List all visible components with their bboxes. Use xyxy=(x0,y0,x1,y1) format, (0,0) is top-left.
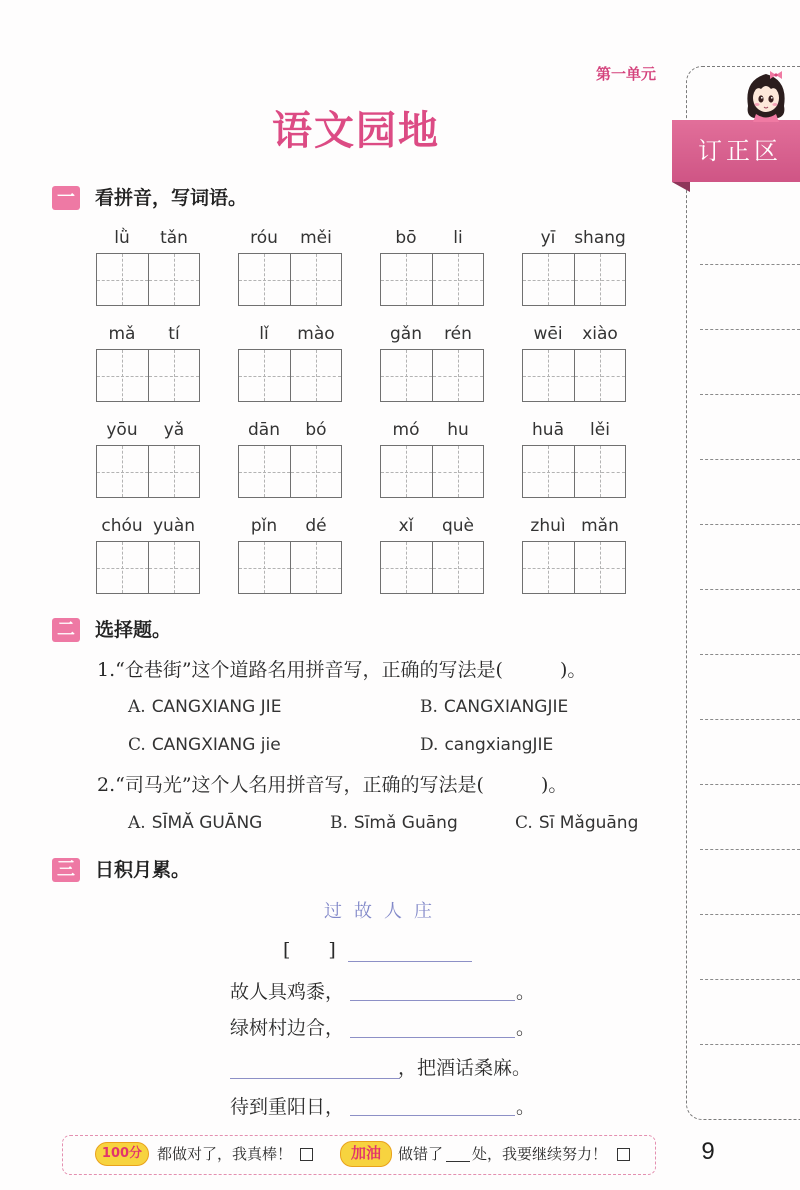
correction-line[interactable] xyxy=(700,329,800,330)
writing-square[interactable] xyxy=(290,542,342,593)
writing-grid[interactable] xyxy=(522,541,626,594)
pinyin-word xyxy=(522,516,626,594)
correction-line[interactable] xyxy=(700,979,800,980)
pinyin-syllable: lǐ xyxy=(259,324,269,344)
poem-line-end: 。 xyxy=(516,1096,536,1118)
poem-title: 过故人庄 xyxy=(324,901,444,922)
section-badge: 一 xyxy=(52,186,80,210)
writing-square[interactable] xyxy=(239,350,290,401)
writing-grid[interactable] xyxy=(96,349,200,402)
writing-square[interactable] xyxy=(523,254,574,305)
perfect-score-badge: 100分 xyxy=(95,1142,149,1166)
writing-square[interactable] xyxy=(239,254,290,305)
answer-option xyxy=(128,695,281,719)
writing-square[interactable] xyxy=(523,446,574,497)
option-label: C. xyxy=(128,735,146,755)
writing-square[interactable] xyxy=(239,542,290,593)
perfect-text: 都做对了，我真棒！ xyxy=(157,1145,293,1163)
pinyin-syllable: mǎn xyxy=(581,516,619,536)
writing-square[interactable] xyxy=(148,446,200,497)
pinyin-syllable: pǐn xyxy=(250,516,278,536)
author-blank[interactable] xyxy=(348,961,472,962)
writing-grid[interactable] xyxy=(380,253,484,306)
correction-line[interactable] xyxy=(700,654,800,655)
pinyin-syllable: róu xyxy=(250,228,278,248)
writing-square[interactable] xyxy=(381,254,432,305)
writing-square[interactable] xyxy=(381,350,432,401)
pinyin-syllable: zhuì xyxy=(530,516,566,536)
writing-square[interactable] xyxy=(148,254,200,305)
pinyin-syllable: mào xyxy=(297,324,335,344)
pinyin-word xyxy=(238,228,342,306)
writing-square[interactable] xyxy=(97,254,148,305)
poem-line-text: ，把酒话桑麻。 xyxy=(398,1057,532,1079)
option-text: Sīmǎ Guāng xyxy=(353,813,458,833)
option-text: Sī Mǎguāng xyxy=(538,813,639,833)
option-text: SĪMĂ GUĀNG xyxy=(151,813,263,833)
writing-square[interactable] xyxy=(432,350,484,401)
option-label: B. xyxy=(330,813,348,833)
mistake-text-before: 做错了 xyxy=(398,1145,444,1163)
answer-option xyxy=(420,695,568,719)
writing-grid[interactable] xyxy=(238,445,342,498)
writing-grid[interactable] xyxy=(380,349,484,402)
writing-grid[interactable] xyxy=(238,253,342,306)
pinyin-syllable: rén xyxy=(444,324,472,344)
writing-square[interactable] xyxy=(97,350,148,401)
pinyin-syllable: huā xyxy=(532,420,564,440)
writing-square[interactable] xyxy=(574,542,626,593)
correction-line[interactable] xyxy=(700,264,800,265)
ribbon-fold xyxy=(672,182,690,192)
correction-line[interactable] xyxy=(700,459,800,460)
pinyin-syllable: yuàn xyxy=(152,516,196,536)
pinyin-syllable: mǎ xyxy=(108,324,136,344)
writing-grid[interactable] xyxy=(380,445,484,498)
pinyin-syllable: yōu xyxy=(106,420,138,440)
answer-option xyxy=(128,733,281,757)
writing-square[interactable] xyxy=(523,542,574,593)
correction-line[interactable] xyxy=(700,524,800,525)
pinyin-word xyxy=(238,324,342,402)
pinyin-syllable: měi xyxy=(300,228,332,248)
poem-line-text: 故人具鸡黍， xyxy=(230,981,345,1003)
unit-label: 第一单元 xyxy=(595,65,656,83)
mistake-count-blank[interactable] xyxy=(446,1161,470,1162)
correction-line[interactable] xyxy=(700,394,800,395)
answer-option xyxy=(330,811,458,835)
poem-answer-blank[interactable] xyxy=(350,1037,515,1038)
option-label: D. xyxy=(420,735,439,755)
pinyin-syllable: lǜ xyxy=(114,228,130,248)
writing-grid[interactable] xyxy=(380,541,484,594)
correction-panel xyxy=(686,66,800,1120)
poem-answer-blank[interactable] xyxy=(350,1000,515,1001)
mistake-text-after: 处，我要继续努力！ xyxy=(472,1145,608,1163)
writing-square[interactable] xyxy=(574,446,626,497)
option-text: CANGXIANG jie xyxy=(151,735,281,755)
poem-line-text: 绿树村边合， xyxy=(230,1017,345,1039)
writing-square[interactable] xyxy=(97,542,148,593)
correction-panel-label: 订正区 xyxy=(672,120,800,182)
pinyin-syllable: yǎ xyxy=(163,420,185,440)
question-text: 1.“仓巷街”这个道路名用拼音写，正确的写法是( )。 xyxy=(97,659,587,681)
pinyin-syllable: lěi xyxy=(590,420,610,440)
correction-line[interactable] xyxy=(700,1044,800,1045)
writing-square[interactable] xyxy=(574,350,626,401)
writing-grid[interactable] xyxy=(522,253,626,306)
writing-grid[interactable] xyxy=(96,541,200,594)
cartoon-girl-icon xyxy=(742,66,790,122)
pinyin-syllable: tí xyxy=(168,324,180,344)
writing-square[interactable] xyxy=(381,542,432,593)
pinyin-syllable: yī xyxy=(540,228,556,248)
question-text: 2.“司马光”这个人名用拼音写，正确的写法是( )。 xyxy=(97,774,568,796)
writing-grid[interactable] xyxy=(238,541,342,594)
option-label: A. xyxy=(128,697,146,717)
correction-line[interactable] xyxy=(700,719,800,720)
correction-line[interactable] xyxy=(700,849,800,850)
option-label: B. xyxy=(420,697,438,717)
pinyin-syllable: tǎn xyxy=(160,228,188,248)
writing-grid[interactable] xyxy=(522,349,626,402)
pinyin-syllable: shang xyxy=(574,228,626,248)
pinyin-syllable: gǎn xyxy=(390,324,422,344)
pinyin-word xyxy=(96,516,200,594)
poem-answer-blank[interactable] xyxy=(230,1078,400,1079)
option-text: CANGXIANG JIE xyxy=(151,697,282,717)
writing-square[interactable] xyxy=(290,254,342,305)
writing-square[interactable] xyxy=(432,254,484,305)
answer-option xyxy=(128,811,262,835)
pinyin-word xyxy=(380,228,484,306)
poem-line-end: 。 xyxy=(516,981,536,1003)
writing-square[interactable] xyxy=(290,350,342,401)
pinyin-syllable: xǐ xyxy=(398,516,414,536)
pinyin-word xyxy=(522,228,626,306)
pinyin-syllable: chóu xyxy=(101,516,143,536)
writing-square[interactable] xyxy=(574,254,626,305)
page-title: 语文园地 xyxy=(272,108,440,154)
section-badge: 三 xyxy=(52,858,80,882)
writing-square[interactable] xyxy=(239,446,290,497)
pinyin-word xyxy=(238,420,342,498)
pinyin-syllable: bó xyxy=(305,420,327,440)
writing-square[interactable] xyxy=(381,446,432,497)
pinyin-word xyxy=(96,228,200,306)
option-label: C. xyxy=(515,813,533,833)
writing-square[interactable] xyxy=(148,350,200,401)
answer-option xyxy=(420,733,553,757)
writing-square[interactable] xyxy=(432,542,484,593)
pinyin-word xyxy=(96,420,200,498)
pinyin-syllable: dé xyxy=(305,516,327,536)
writing-square[interactable] xyxy=(523,350,574,401)
pinyin-word xyxy=(380,516,484,594)
pinyin-word xyxy=(96,324,200,402)
pinyin-word xyxy=(238,516,342,594)
answer-option xyxy=(515,811,638,835)
section-instruction: 看拼音，写词语。 xyxy=(95,187,248,209)
poem-line-text: 待到重阳日， xyxy=(230,1096,345,1118)
cheer-badge: 加油 xyxy=(340,1141,392,1167)
checkbox-icon[interactable] xyxy=(617,1148,630,1161)
correction-line[interactable] xyxy=(700,914,800,915)
writing-square[interactable] xyxy=(432,446,484,497)
author-bracket: [ ] xyxy=(283,939,336,961)
poem-answer-blank[interactable] xyxy=(350,1115,515,1116)
correction-line[interactable] xyxy=(700,784,800,785)
pinyin-syllable: mó xyxy=(392,420,420,440)
poem-line-end: 。 xyxy=(516,1017,536,1039)
pinyin-syllable: xiào xyxy=(582,324,618,344)
section-instruction: 选择题。 xyxy=(95,619,172,641)
pinyin-syllable: bō xyxy=(395,228,417,248)
section-instruction: 日积月累。 xyxy=(95,859,191,881)
writing-square[interactable] xyxy=(148,542,200,593)
writing-grid[interactable] xyxy=(96,445,200,498)
pinyin-syllable: wēi xyxy=(533,324,563,344)
pinyin-word xyxy=(522,420,626,498)
pinyin-word xyxy=(380,420,484,498)
writing-grid[interactable] xyxy=(96,253,200,306)
pinyin-word xyxy=(522,324,626,402)
option-label: A. xyxy=(128,813,146,833)
correction-line[interactable] xyxy=(700,589,800,590)
pinyin-syllable: què xyxy=(441,516,475,536)
checkbox-icon[interactable] xyxy=(300,1148,313,1161)
page-number: 9 xyxy=(701,1138,715,1165)
option-text: CANGXIANGJIE xyxy=(443,697,569,717)
option-text: cangxiangJIE xyxy=(444,735,554,755)
writing-square[interactable] xyxy=(97,446,148,497)
writing-grid[interactable] xyxy=(522,445,626,498)
pinyin-syllable: hu xyxy=(447,420,469,440)
writing-grid[interactable] xyxy=(238,349,342,402)
writing-square[interactable] xyxy=(290,446,342,497)
pinyin-word xyxy=(380,324,484,402)
section-badge: 二 xyxy=(52,618,80,642)
pinyin-syllable: dān xyxy=(248,420,280,440)
pinyin-syllable: li xyxy=(453,228,463,248)
